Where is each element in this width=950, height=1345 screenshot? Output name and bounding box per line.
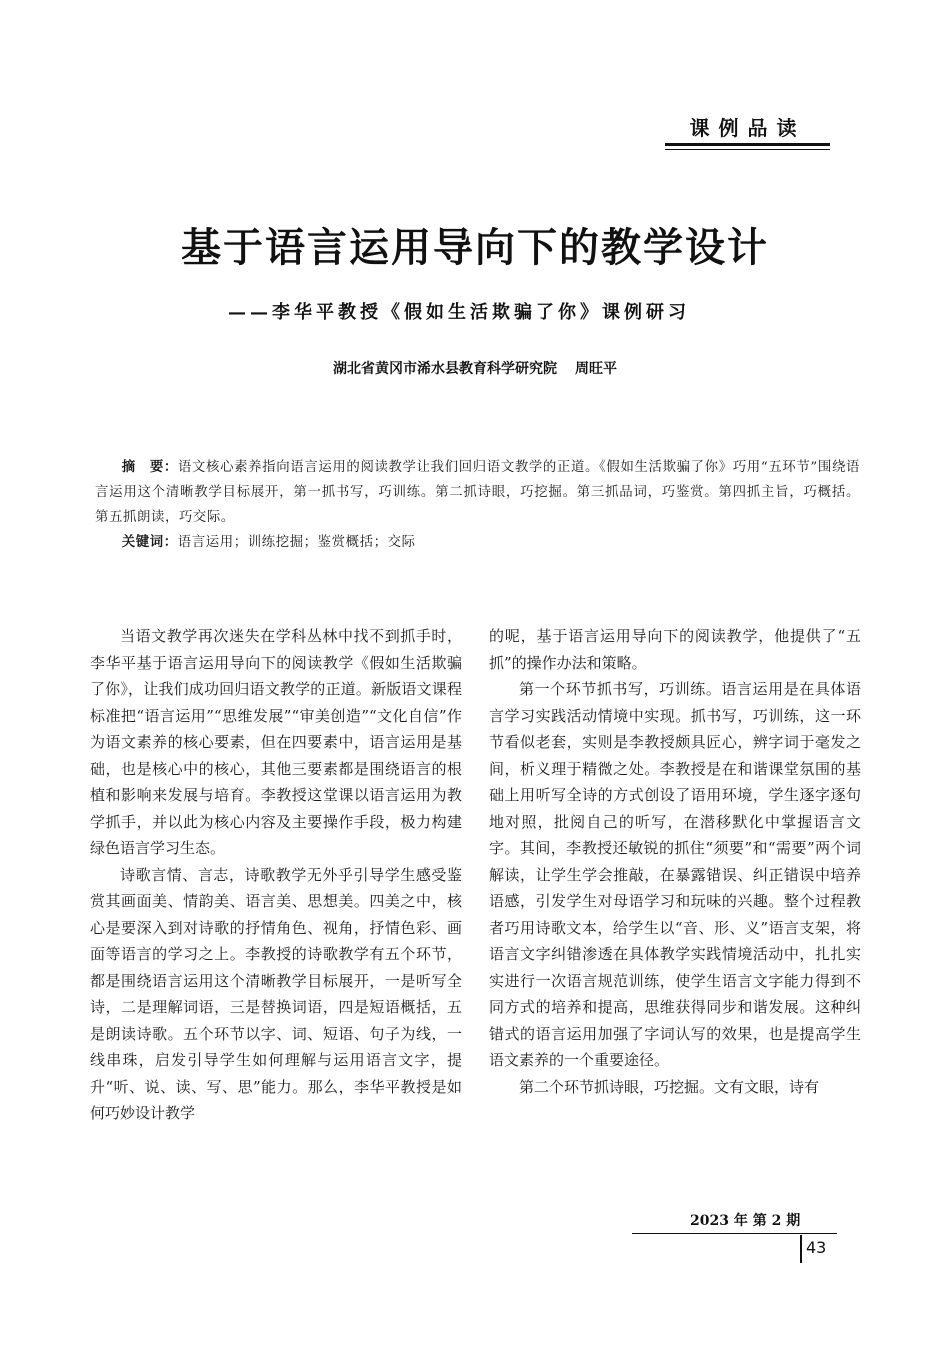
author-line: [0, 358, 950, 378]
article-title: 基于语言运用导向下的教学设计: [181, 225, 769, 271]
abstract: [95, 455, 860, 530]
keywords-text: 语言运用；训练挖掘；鉴赏概括；交际: [177, 535, 416, 550]
paragraph: 当语文教学再次迷失在学科丛林中找不到抓手时，李华平基于语言运用导向下的阅读教学《假如生活欺骗了你》，让我们成功回归语文教学的正道。新版语文课程标准把“语言运用”“思维发展”“审美创造”“文化自信”作为语文素养的核心要素，但在四要素中，语言运用是基础，也是核心中的核心，其他三要素都是围绕语言的根植和影响来发展与培育。李教授这堂课以语言运用为教学抓手，并以此为核心内容及主要操作手段，极力构建绿色语言学习生态。: [90, 627, 462, 857]
right-column: [489, 623, 861, 1100]
keywords: [95, 530, 860, 555]
paragraph-continuation: 的呢，基于语言运用导向下的阅读教学，他提供了“五抓”的操作办法和策略。: [489, 627, 861, 672]
issue-label: 2023 年 第 2 期: [690, 1213, 801, 1229]
section-rule-thin: [665, 149, 830, 150]
author-name: 周旺平: [575, 361, 617, 377]
paragraph: 第一个环节抓书写，巧训练。语言运用是在具体语言学习实践活动情境中实现。抓书写，巧训练，这一环节看似老套，实则是李教授颇具匠心，辨字词于毫发之间，析义理于精微之处。李教授是在和谐课堂氛围的基础上用听写全诗的方式创设了语用环境，学生逐字逐句地对照，批阅自己的听写，在潜移默化中掌握语言文字。其间，李教授还敏锐的抓住“须要”和“需要”两个词解读，让学生学会推敲，在暴露错误、纠正错误中培养语感，引发学生对母语学习和玩味的兴趣。整个过程教者巧用诗歌文本，给学生以“音、形、义”语言支架，将语言文字纠错渗透在具体教学实践情境活动中，扎扎实实进行一次语言规范训练，使学生语言文字能力得到不同方式的培养和提高，思维获得同步和谐发展。这种纠错式的语言运用加强了字词认写的效果，也是提高学生语文素养的一个重要途径。: [489, 680, 861, 1069]
page-number-bar: [800, 1235, 802, 1263]
affiliation: 湖北省黄冈市浠水县教育科学研究院: [333, 361, 557, 377]
footer-rule: [632, 1233, 837, 1234]
article-subtitle: ——李华平教授《假如生活欺骗了你》课例研习: [228, 302, 690, 323]
abstract-text: 语文核心素养指向语言运用的阅读教学让我们回归语文教学的正道。《假如生活欺骗了你》巧用“五环节”围绕语言运用这个清晰教学目标展开，第一抓书写，巧训练。第二抓诗眼，巧挖掘。第三抓品词，巧鉴赏。第四抓主旨，巧概括。第五抓朗读，巧交际。: [95, 460, 860, 525]
paragraph: 诗歌言情、言志，诗歌教学无外乎引导学生感受鉴赏其画面美、情韵美、语言美、思想美。四美之中，核心是要深入到对诗歌的抒情角色、视角，抒情色彩、画面等语言的学习之上。李教授的诗歌教学有五个环节，都是围绕语言运用这个清晰教学目标展开，一是听写全诗，二是理解词语，三是替换词语，四是短语概括，五是朗读诗歌。五个环节以字、词、短语、句子为线，一线串珠，启发引导学生如何理解与运用语言文字，提升“听、说、读、写、思”能力。那么，李华平教授是如何巧妙设计教学: [90, 865, 462, 1122]
section-tag: 课例品读: [689, 116, 806, 140]
abstract-label: 摘 要：: [121, 460, 178, 475]
paragraph: 第二个环节抓诗眼，巧挖掘。文有文眼，诗有: [519, 1077, 820, 1096]
section-rule-thick: [665, 143, 830, 146]
left-column: [90, 623, 462, 1127]
page-number: 43: [806, 1238, 827, 1257]
keywords-label: 关键词：: [121, 535, 178, 550]
